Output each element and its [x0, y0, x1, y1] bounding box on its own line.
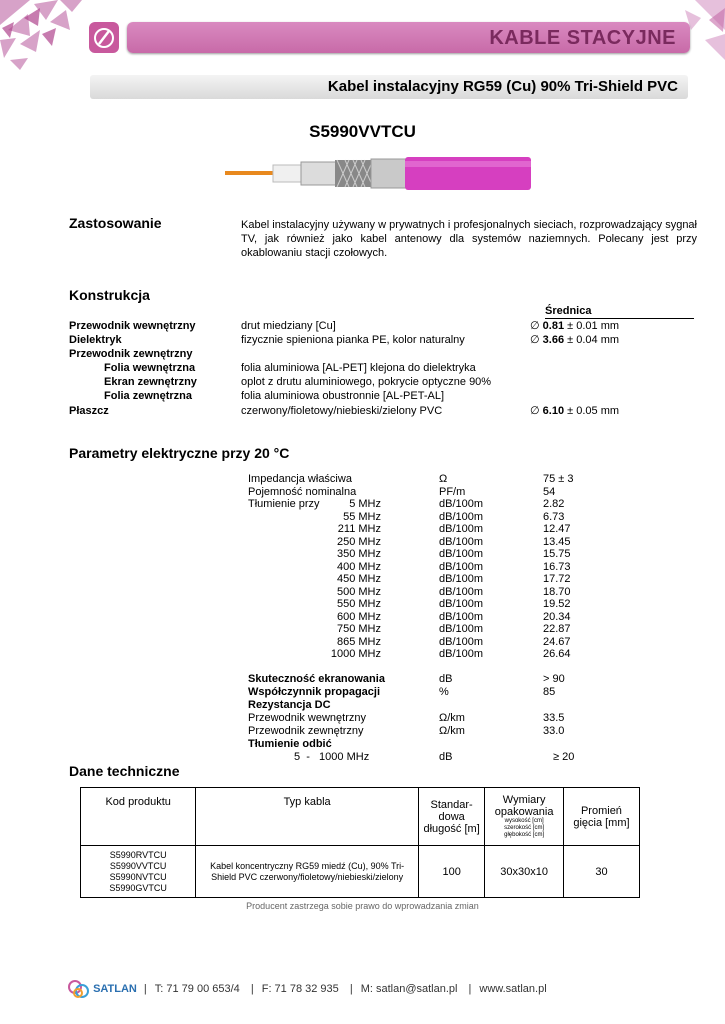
product-code: S5990VVTCU: [309, 122, 416, 141]
param-unit: Ω/km: [439, 712, 465, 724]
attenuation-frequency: 500 MHz: [336, 585, 381, 598]
cell-length: 100: [418, 846, 484, 898]
code-item: S5990NVTCU: [109, 871, 167, 882]
footer: SATLAN | T: 71 79 00 653/4 | F: 71 78 32 935 | M: satlan@satlan.pl | www.satlan.pl: [68, 979, 551, 999]
col-length-header: Standar-dowa długość [m]: [418, 788, 484, 846]
usage-text: Kabel instalacyjny używany w prywatnych i profesjonalnych sieciach, rozprowadzający sygnał TV, jak również jako kabel antenowy dla systemów naziemnych. Polecany jest przy okablowaniu stacji czołowych.: [241, 219, 697, 259]
electrical-heading: Parametry elektryczne przy 20 °C: [69, 445, 290, 461]
diameter-icon: ∅: [530, 320, 540, 332]
construction-desc: folia aluminiowa obustronnie [AL-PET-AL]: [241, 390, 444, 402]
col-dims-header: [485, 788, 564, 846]
attenuation-value: 24.67: [543, 635, 571, 648]
param-label: Współczynnik propagacji: [248, 686, 381, 698]
attenuation-unit: dB/100m: [439, 623, 484, 635]
usage-heading: Zastosowanie: [69, 215, 162, 231]
construction-label: Folia wewnętrzna: [104, 362, 196, 374]
attenuation-frequency: 1000 MHz: [330, 648, 381, 660]
attenuation-value: 15.75: [543, 548, 571, 560]
attenuation-value: 12.47: [543, 523, 571, 535]
param-unit: dB: [439, 673, 453, 685]
col-type-header: Typ kabla: [196, 788, 419, 846]
col-dims-sub: głębokość [cm]: [504, 832, 545, 838]
construction-diameter: ∅ 0.81 ± 0.01 mm: [530, 320, 620, 332]
construction-desc: czerwony/fioletowy/niebieski/zielony PVC: [241, 405, 443, 417]
attenuation-unit: dB/100m: [439, 598, 484, 610]
attenuation-frequency: 865 MHz: [336, 635, 381, 648]
attenuation-unit: dB/100m: [439, 523, 484, 535]
col-dims-label: Wymiary opakowania: [494, 794, 554, 818]
param-label: Przewodnik wewnętrzny: [248, 712, 366, 724]
col-code-header: Kod produktu: [81, 788, 196, 846]
attenuation-label: Tłumienie przy: [248, 498, 320, 510]
attenuation-unit: dB/100m: [439, 573, 484, 585]
product-table: [80, 787, 640, 898]
attenuation-frequency: 600 MHz: [336, 610, 381, 623]
footer-email[interactable]: M: satlan@satlan.pl: [360, 982, 458, 995]
attenuation-unit: dB/100m: [439, 585, 484, 598]
param-unit: dB: [439, 751, 453, 763]
attenuation-unit: dB/100m: [439, 560, 484, 573]
construction-label: Przewodnik zewnętrzny: [69, 348, 193, 360]
attenuation-value: 18.70: [543, 585, 571, 598]
attenuation-value: 20.34: [543, 610, 571, 623]
construction-desc: fizycznie spieniona pianka PE, kolor naturalny: [241, 334, 465, 346]
decorative-pattern-left: [0, 0, 100, 70]
param-unit: %: [439, 686, 449, 698]
param-value: 85: [543, 686, 556, 698]
attenuation-unit: dB/100m: [439, 648, 484, 660]
attenuation-unit: dB/100m: [439, 548, 484, 560]
cell-codes: [81, 846, 196, 898]
attenuation-frequency: 550 MHz: [336, 598, 381, 610]
attenuation-value: 13.45: [543, 535, 571, 548]
param-label: Pojemność nominalna: [248, 485, 357, 498]
attenuation-frequency: 55 MHz: [343, 510, 381, 523]
attenuation-value: 16.73: [543, 560, 571, 573]
attenuation-value: 22.87: [543, 623, 571, 635]
cell-type: Kabel koncentryczny RG59 miedź (Cu), 90% Tri-Shield PVC czerwony/fioletowy/niebieski/zielony: [196, 846, 419, 898]
param-value: > 90: [543, 673, 565, 685]
construction-desc: drut miedziany [Cu]: [241, 320, 336, 332]
brand-logo: [89, 22, 119, 53]
param-label: Przewodnik zewnętrzny: [248, 725, 364, 737]
footer-fax: F: 71 78 32 935: [261, 982, 339, 995]
code-item: S5990VVTCU: [109, 860, 167, 871]
cable-illustration: [225, 157, 531, 191]
col-radius-header: Promień gięcia [mm]: [563, 788, 639, 846]
attenuation-frequency: 400 MHz: [336, 560, 381, 573]
attenuation-value: 19.52: [543, 598, 571, 610]
construction-diameter: ∅ 3.66 ± 0.04 mm: [530, 334, 620, 346]
diameter-icon: ∅: [530, 334, 540, 346]
attenuation-value: 2.82: [543, 498, 565, 510]
attenuation-value: 17.72: [543, 573, 571, 585]
category-banner: [127, 22, 690, 53]
attenuation-unit: dB/100m: [439, 635, 484, 648]
dc-heading: Rezystancja DC: [248, 699, 331, 711]
attenuation-unit: dB/100m: [439, 610, 484, 623]
logo-icon: [89, 22, 119, 53]
param-value: ≥ 20: [553, 751, 575, 763]
attenuation-frequency: 211 MHz: [337, 523, 381, 535]
construction-heading: Konstrukcja: [69, 287, 150, 303]
code-item: S5990RVTCU: [109, 849, 167, 860]
attenuation-value: 6.73: [543, 510, 565, 523]
disclaimer: Producent zastrzega sobie prawo do wprowadzania zmian: [246, 901, 479, 911]
category-title: KABLE STACYJNE: [489, 27, 676, 49]
cell-radius: 30: [563, 846, 639, 898]
param-label: Impedancja właściwa: [248, 473, 352, 485]
title-banner: [90, 75, 688, 99]
col-dims-sub: wysokość [cm]: [504, 818, 544, 824]
attenuation-unit: dB/100m: [439, 498, 484, 510]
construction-label: Folia zewnętrzna: [104, 390, 193, 402]
param-value: 33.0: [543, 725, 565, 737]
param-value: 54: [543, 485, 556, 498]
table-header-row: [81, 788, 640, 846]
footer-brand: SATLAN: [93, 982, 137, 995]
code-item: S5990GVTCU: [109, 882, 167, 893]
attenuation-frequency: 350 MHz: [336, 548, 381, 560]
col-dims-sub: szerokość [cm]: [504, 825, 545, 831]
construction-desc: oplot z drutu aluminiowego, pokrycie optyczne 90%: [241, 376, 492, 388]
diameter-header: Średnica: [545, 304, 694, 319]
param-unit: PF/m: [439, 485, 466, 498]
param-unit: Ω/km: [439, 725, 465, 737]
param-label: Skuteczność ekranowania: [248, 673, 385, 685]
construction-label: Dielektryk: [69, 334, 122, 346]
footer-phone: T: 71 79 00 653/4: [154, 982, 240, 995]
satlan-logo-icon: [68, 979, 90, 999]
attenuation-frequency: 5 MHz: [349, 498, 381, 510]
return-loss-heading: Tłumienie odbić: [248, 738, 332, 750]
construction-label: Płaszcz: [69, 405, 109, 417]
param-value: 75 ± 3: [543, 473, 574, 485]
attenuation-unit: dB/100m: [439, 510, 484, 523]
attenuation-unit: dB/100m: [439, 535, 484, 548]
attenuation-frequency: 450 MHz: [336, 573, 381, 585]
attenuation-value: 26.64: [543, 648, 571, 660]
document-title: Kabel instalacyjny RG59 (Cu) 90% Tri-Shield PVC: [327, 78, 678, 95]
param-label: 5 - 1000 MHz: [294, 751, 370, 763]
attenuation-frequency: 750 MHz: [336, 623, 381, 635]
table-row: [81, 846, 640, 898]
param-unit: Ω: [439, 473, 448, 485]
construction-label: Ekran zewnętrzny: [104, 376, 197, 388]
attenuation-frequency: 250 MHz: [336, 535, 381, 548]
construction-desc: folia aluminiowa [AL-PET] klejona do dielektryka: [241, 362, 476, 374]
cell-dims: 30x30x10: [485, 846, 564, 898]
construction-label: Przewodnik wewnętrzny: [69, 320, 196, 332]
diameter-icon: ∅: [530, 405, 540, 417]
param-value: 33.5: [543, 712, 565, 724]
tech-heading: Dane techniczne: [69, 763, 180, 779]
construction-diameter: ∅ 6.10 ± 0.05 mm: [530, 405, 620, 417]
footer-website[interactable]: www.satlan.pl: [479, 982, 547, 995]
